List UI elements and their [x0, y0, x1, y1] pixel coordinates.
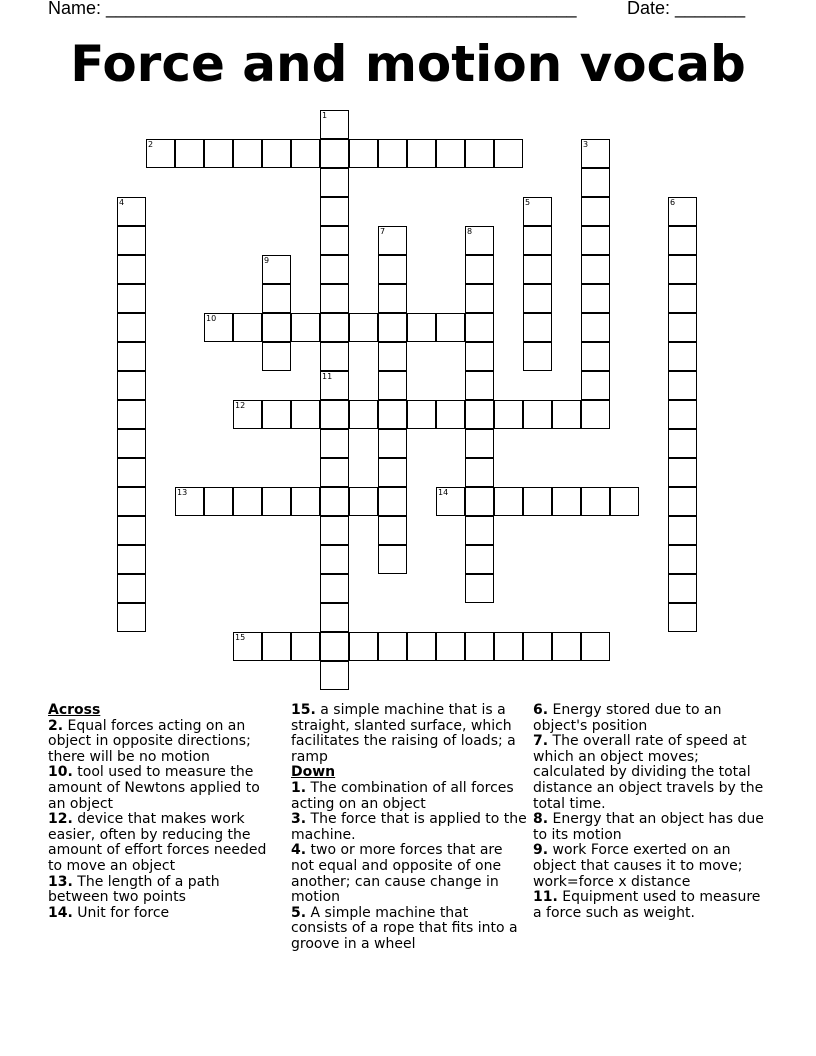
clue-down-11: 11. Equipment used to measure a force such as weight. [533, 889, 761, 921]
grid-cell[interactable] [349, 632, 378, 661]
grid-cell[interactable] [436, 400, 465, 429]
grid-cell[interactable] [581, 197, 610, 226]
grid-cell[interactable] [668, 458, 697, 487]
clue-down-9: 9. work Force exerted on an object that causes it to move; work=force x distance [533, 842, 743, 890]
grid-cell[interactable] [407, 313, 436, 342]
grid-cell[interactable] [668, 342, 697, 371]
grid-cell[interactable] [320, 342, 349, 371]
grid-cell[interactable] [523, 632, 552, 661]
grid-cell[interactable] [320, 545, 349, 574]
grid-cell[interactable] [320, 516, 349, 545]
clues-column-1 [48, 703, 280, 921]
grid-cell[interactable] [204, 487, 233, 516]
grid-cell[interactable] [668, 284, 697, 313]
grid-cell[interactable] [320, 400, 349, 429]
grid-cell[interactable] [262, 342, 291, 371]
clue-across-2: 2. Equal forces acting on an object in opposite directions; there will be no motion [48, 717, 251, 765]
grid-cell[interactable] [465, 400, 494, 429]
clue-number: 12 [235, 401, 246, 410]
grid-cell[interactable] [117, 371, 146, 400]
grid-cell[interactable] [407, 400, 436, 429]
grid-cell[interactable] [523, 255, 552, 284]
clue-number: 8 [467, 227, 473, 236]
name-field-label: Name: _______________________________________________ [48, 0, 577, 18]
grid-cell[interactable] [320, 661, 349, 690]
grid-cell[interactable] [494, 487, 523, 516]
grid-cell[interactable] [668, 255, 697, 284]
grid-cell[interactable] [349, 487, 378, 516]
clue-across-15: 15. a simple machine that is a straight, slanted surface, which facilitates the raising of loads; a ramp [291, 703, 516, 765]
grid-cell[interactable] [291, 632, 320, 661]
grid-cell[interactable] [465, 516, 494, 545]
grid-cell[interactable] [175, 139, 204, 168]
grid-cell[interactable] [262, 487, 291, 516]
grid-cell[interactable] [581, 226, 610, 255]
grid-cell[interactable] [668, 371, 697, 400]
clue-number: 6 [670, 198, 676, 207]
grid-cell[interactable] [378, 342, 407, 371]
grid-cell[interactable] [668, 516, 697, 545]
grid-cell[interactable] [581, 400, 610, 429]
grid-cell[interactable] [204, 139, 233, 168]
grid-cell[interactable] [465, 632, 494, 661]
clue-number: 9 [264, 256, 270, 265]
grid-cell[interactable] [320, 603, 349, 632]
grid-cell[interactable] [378, 284, 407, 313]
page-title: Force and motion vocab [70, 35, 746, 93]
grid-cell[interactable] [117, 574, 146, 603]
grid-cell[interactable] [581, 342, 610, 371]
grid-cell[interactable] [378, 516, 407, 545]
grid-cell[interactable] [465, 371, 494, 400]
grid-cell[interactable] [436, 139, 465, 168]
grid-cell[interactable] [494, 632, 523, 661]
grid-cell[interactable] [523, 313, 552, 342]
grid-cell[interactable] [610, 487, 639, 516]
grid-cell[interactable] [465, 255, 494, 284]
grid-cell[interactable] [668, 400, 697, 429]
grid-cell[interactable] [552, 632, 581, 661]
clue-across-12: 12. device that makes work easier, often by reducing the amount of effort forces needed to move an object [48, 811, 267, 874]
grid-cell[interactable] [291, 139, 320, 168]
grid-cell[interactable] [320, 458, 349, 487]
clue-across-14: 14. Unit for force [48, 904, 170, 921]
date-field-label: Date: _______ [627, 0, 746, 18]
clue-down-1: 1. The combination of all forces acting on an object [291, 779, 514, 812]
grid-cell[interactable] [436, 313, 465, 342]
grid-cell[interactable] [378, 313, 407, 342]
grid-cell[interactable] [407, 632, 436, 661]
grid-cell[interactable] [465, 574, 494, 603]
grid-cell[interactable] [494, 139, 523, 168]
grid-cell[interactable] [668, 429, 697, 458]
grid-cell[interactable] [668, 487, 697, 516]
grid-cell[interactable] [262, 284, 291, 313]
grid-cell[interactable] [262, 313, 291, 342]
clue-number: 7 [380, 227, 386, 236]
clue-down-8: 8. Energy that an object has due to its motion [533, 811, 764, 843]
grid-cell[interactable] [523, 400, 552, 429]
grid-cell[interactable] [320, 226, 349, 255]
grid-cell[interactable] [117, 429, 146, 458]
clue-down-6: 6. Energy stored due to an object's position [533, 702, 722, 734]
grid-cell[interactable] [465, 429, 494, 458]
grid-cell[interactable] [407, 139, 436, 168]
grid-cell[interactable] [320, 313, 349, 342]
grid-cell[interactable] [552, 487, 581, 516]
grid-cell[interactable] [523, 487, 552, 516]
clue-down-4: 4. two or more forces that are not equal and opposite of one another; can cause change in motion [291, 842, 503, 906]
clues-column-3 [533, 703, 773, 921]
clue-number: 5 [525, 198, 531, 207]
clue-number: 1 [322, 111, 328, 120]
clue-number: 15 [235, 633, 246, 642]
grid-cell[interactable] [349, 139, 378, 168]
grid-cell[interactable] [378, 139, 407, 168]
clue-number: 3 [583, 140, 589, 149]
grid-cell[interactable] [117, 226, 146, 255]
grid-cell[interactable] [320, 429, 349, 458]
clue-number: 10 [206, 314, 217, 323]
grid-cell[interactable] [581, 487, 610, 516]
grid-cell[interactable] [233, 313, 262, 342]
clues-column-2 [291, 703, 529, 953]
grid-cell[interactable] [117, 284, 146, 313]
across-heading: Across [48, 702, 101, 718]
grid-cell[interactable] [320, 487, 349, 516]
grid-cell[interactable] [262, 632, 291, 661]
clue-number: 13 [177, 488, 188, 497]
grid-cell[interactable] [494, 400, 523, 429]
grid-cell[interactable] [581, 371, 610, 400]
grid-cell[interactable] [581, 168, 610, 197]
grid-cell[interactable] [668, 574, 697, 603]
clue-down-5: 5. A simple machine that consists of a rope that fits into a groove in a wheel [291, 904, 518, 952]
grid-cell[interactable] [378, 371, 407, 400]
grid-cell[interactable] [117, 545, 146, 574]
grid-cell[interactable] [117, 603, 146, 632]
grid-cell[interactable] [465, 458, 494, 487]
grid-cell[interactable] [291, 313, 320, 342]
grid-cell[interactable] [117, 313, 146, 342]
grid-cell[interactable] [378, 487, 407, 516]
grid-cell[interactable] [117, 400, 146, 429]
grid-cell[interactable] [465, 284, 494, 313]
clue-number: 2 [148, 140, 154, 149]
grid-cell[interactable] [378, 400, 407, 429]
grid-cell[interactable] [436, 632, 465, 661]
grid-cell[interactable] [117, 458, 146, 487]
grid-cell[interactable] [581, 255, 610, 284]
clue-down-7: 7. The overall rate of speed at which an object moves; calculated by dividing the total distance an object travels by the total time. [533, 733, 764, 812]
grid-cell[interactable] [291, 487, 320, 516]
grid-cell[interactable] [233, 139, 262, 168]
grid-cell[interactable] [320, 284, 349, 313]
grid-cell[interactable] [552, 400, 581, 429]
grid-cell[interactable] [523, 226, 552, 255]
grid-cell[interactable] [320, 574, 349, 603]
grid-cell[interactable] [378, 545, 407, 574]
grid-cell[interactable] [320, 139, 349, 168]
grid-cell[interactable] [668, 313, 697, 342]
grid-cell[interactable] [349, 400, 378, 429]
grid-cell[interactable] [465, 139, 494, 168]
grid-cell[interactable] [117, 516, 146, 545]
grid-cell[interactable] [320, 197, 349, 226]
grid-cell[interactable] [523, 342, 552, 371]
grid-cell[interactable] [291, 400, 320, 429]
grid-cell[interactable] [465, 342, 494, 371]
grid-cell[interactable] [117, 342, 146, 371]
grid-cell[interactable] [320, 168, 349, 197]
grid-cell[interactable] [668, 603, 697, 632]
grid-cell[interactable] [349, 313, 378, 342]
grid-cell[interactable] [465, 487, 494, 516]
clue-across-13: 13. The length of a path between two points [48, 873, 220, 906]
grid-cell[interactable] [117, 487, 146, 516]
grid-cell[interactable] [320, 632, 349, 661]
grid-cell[interactable] [378, 632, 407, 661]
clue-across-10: 10. tool used to measure the amount of Newtons applied to an object [48, 764, 260, 812]
down-heading: Down [291, 764, 336, 781]
grid-cell[interactable] [581, 632, 610, 661]
grid-cell[interactable] [523, 284, 552, 313]
grid-cell[interactable] [465, 313, 494, 342]
grid-cell[interactable] [320, 255, 349, 284]
clue-down-3: 3. The force that is applied to the machine. [291, 811, 527, 843]
clue-number: 14 [438, 488, 449, 497]
grid-cell[interactable] [668, 226, 697, 255]
clue-number: 4 [119, 198, 125, 207]
grid-cell[interactable] [378, 458, 407, 487]
grid-cell[interactable] [668, 545, 697, 574]
grid-cell[interactable] [233, 487, 262, 516]
grid-cell[interactable] [378, 255, 407, 284]
grid-cell[interactable] [581, 284, 610, 313]
clue-number: 11 [322, 372, 333, 381]
grid-cell[interactable] [117, 255, 146, 284]
grid-cell[interactable] [378, 429, 407, 458]
grid-cell[interactable] [465, 545, 494, 574]
grid-cell[interactable] [262, 400, 291, 429]
grid-cell[interactable] [581, 313, 610, 342]
grid-cell[interactable] [262, 139, 291, 168]
